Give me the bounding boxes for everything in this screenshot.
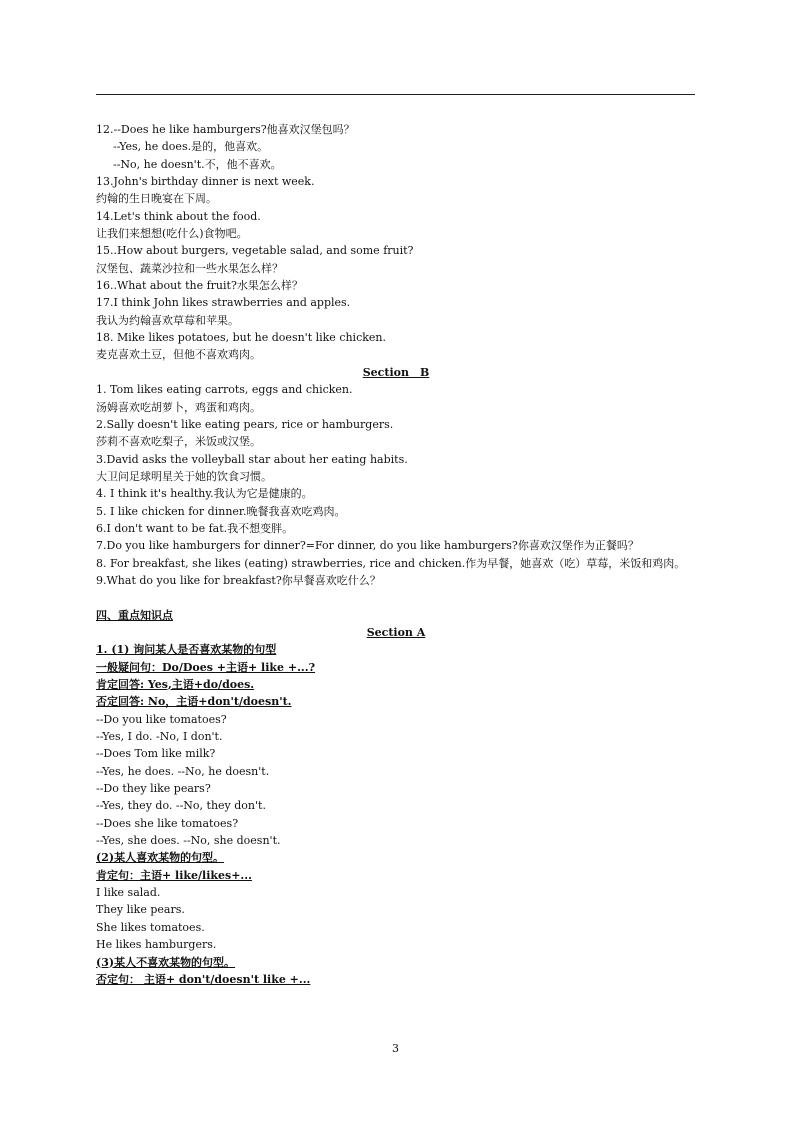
text-line: 8. For breakfast, she likes (eating) strawberries, rice and chicken.作为早餐，她喜欢（吃）草莓，米饭和鸡肉。	[96, 556, 686, 570]
grammar-line: 1. (1) 询问某人是否喜欢某物的句型	[96, 643, 277, 657]
text-line: 我认为约翰喜欢草莓和苹果。	[96, 313, 239, 327]
page-content	[96, 121, 696, 988]
text-line: 让我们来想想(吃什么)食物吧。	[96, 227, 248, 241]
example-line: I like salad.	[96, 886, 161, 900]
text-line: 3.David asks the volleyball star about her eating habits.	[96, 452, 408, 466]
text-line: 约翰的生日晚宴在下周。	[96, 192, 217, 206]
example-line: --Yes, they do. --No, they don't.	[96, 799, 266, 813]
example-line: --Yes, she does. --No, she doesn't.	[96, 834, 281, 848]
example-line: She likes tomatoes.	[96, 920, 205, 934]
text-line: 麦克喜欢土豆，但他不喜欢鸡肉。	[96, 348, 261, 362]
text-line: 大卫问足球明星关于她的饮食习惯。	[96, 469, 272, 483]
text-line: 1. Tom likes eating carrots, eggs and chicken.	[96, 383, 353, 397]
section-b-heading: Section B	[362, 365, 430, 379]
grammar-line: 肯定句：主语+ like/likes+...	[96, 868, 252, 882]
example-line: --Do they like pears?	[96, 782, 211, 796]
text-line: 5. I like chicken for dinner.晚餐我喜欢吃鸡肉。	[96, 504, 346, 518]
grammar-line: (3)某人不喜欢某物的句型。	[96, 955, 236, 969]
grammar-line: 一般疑问句：Do/Does +主语+ like +...?	[96, 660, 316, 674]
text-line: --No, he doesn't.不，他不喜欢。	[113, 157, 282, 171]
text-line: 17.I think John likes strawberries and apples.	[96, 296, 351, 310]
text-line: 4. I think it's healthy.我认为它是健康的。	[96, 487, 313, 501]
text-line: 9.What do you like for breakfast?你早餐喜欢吃什么？	[96, 573, 381, 587]
text-line: 18. Mike likes potatoes, but he doesn't like chicken.	[96, 331, 386, 345]
text-line: 汤姆喜欢吃胡萝卜，鸡蛋和鸡肉。	[96, 400, 261, 414]
blank-line	[96, 589, 696, 606]
example-line: --Do you like tomatoes?	[96, 712, 227, 726]
example-line: He likes hamburgers.	[96, 938, 217, 952]
example-line: --Does she like tomatoes?	[96, 816, 239, 830]
example-line: They like pears.	[96, 903, 185, 917]
text-line: --Yes, he does.是的，他喜欢。	[113, 140, 269, 154]
text-line: 15..How about burgers, vegetable salad, and some fruit?	[96, 244, 414, 258]
page-number: 3	[392, 1042, 399, 1055]
text-line: 16..What about the fruit?水果怎么样？	[96, 279, 303, 293]
text-line: 莎莉不喜欢吃梨子，米饭或汉堡。	[96, 435, 261, 449]
example-line: --Yes, I do. -No, I don't.	[96, 730, 223, 744]
example-line: --Yes, he does. --No, he doesn't.	[96, 764, 270, 778]
text-line: 13.John's birthday dinner is next week.	[96, 175, 315, 189]
text-line: 2.Sally doesn't like eating pears, rice or hamburgers.	[96, 417, 394, 431]
grammar-line: 肯定回答: Yes,主语+do/does.	[96, 678, 255, 691]
grammar-line: 否定句： 主语+ don't/doesn't like +...	[96, 972, 311, 986]
text-line: 6.I don't want to be fat.我不想变胖。	[96, 521, 294, 535]
header-rule	[96, 94, 695, 95]
knowledge-heading: 四、重点知识点	[96, 608, 173, 622]
text-line: 12.--Does he like hamburgers?他喜欢汉堡包吗？	[96, 123, 355, 136]
grammar-line: (2)某人喜欢某物的句型。	[96, 851, 225, 865]
text-line: 7.Do you like hamburgers for dinner?=For dinner, do you like hamburgers?你喜欢汉堡作为正餐吗？	[96, 539, 639, 553]
text-line: 14.Let's think about the food.	[96, 209, 261, 223]
section-a-heading: Section A	[366, 625, 426, 639]
grammar-line: 否定回答: No，主语+don't/doesn't.	[96, 695, 292, 709]
text-line: 汉堡包、蔬菜沙拉和一些水果怎么样？	[96, 261, 283, 275]
example-line: --Does Tom like milk?	[96, 747, 216, 761]
